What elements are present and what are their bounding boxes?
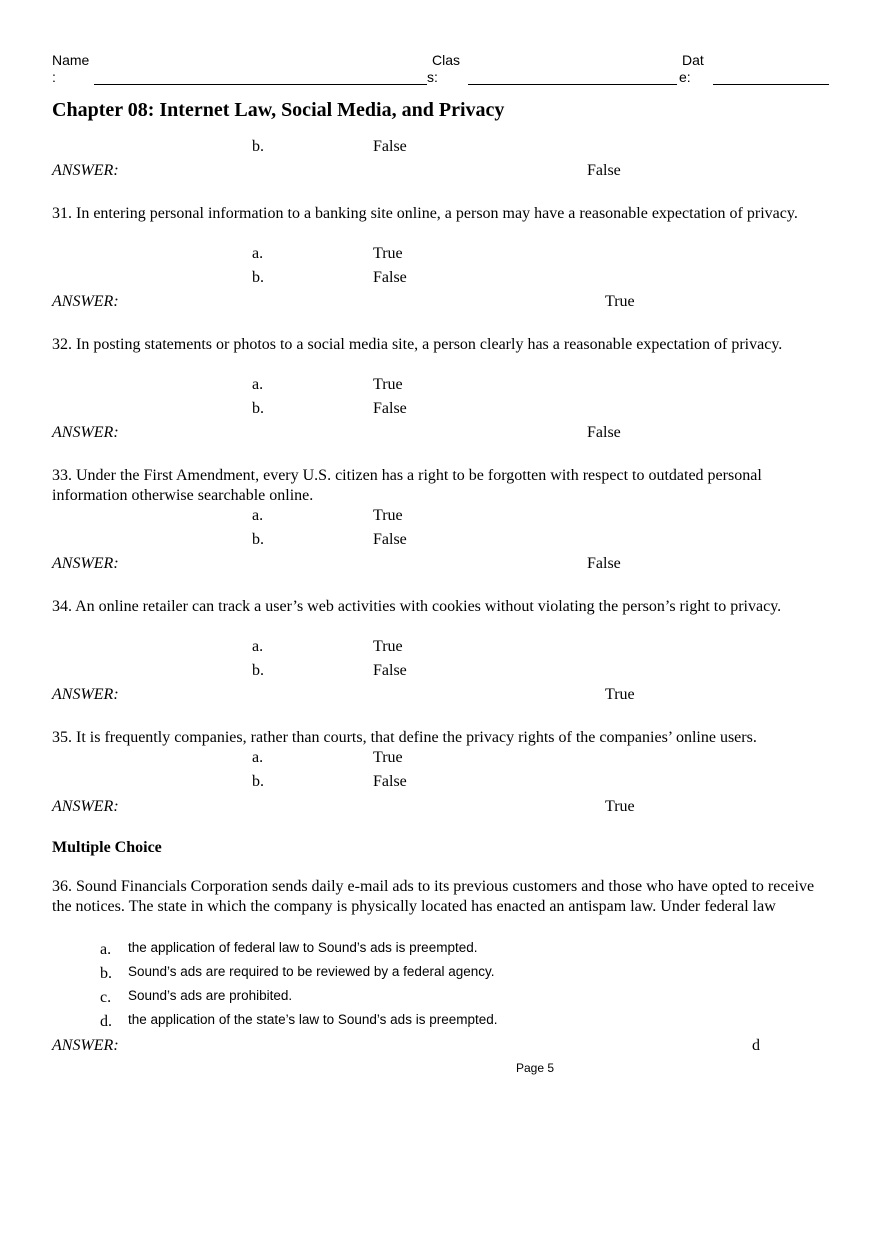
date-field-line[interactable] <box>713 84 829 85</box>
q36-text: 36. Sound Financials Corporation sends daily e-mail ads to its previous customers and those who have opted to receive the notices. The state in which the company is physically located has enacted an antispam law. Under federal law <box>52 878 815 915</box>
q32-option-a-text: True <box>373 376 403 393</box>
q36-option-c-letter: c. <box>100 989 112 1006</box>
q34-answer-label: ANSWER: <box>52 686 119 703</box>
q31-option-a-text: True <box>373 245 403 262</box>
class-label: Clas <box>432 52 461 68</box>
q36-option-d-text: the application of the state’s law to Sound’s ads is preempted. <box>128 1012 498 1027</box>
class-label-suffix: s: <box>427 69 438 85</box>
q31-text: 31. In entering personal information to a banking site online, a person may have a reasonable expectation of privacy. <box>52 205 798 222</box>
q35-option-b-text: False <box>373 773 407 790</box>
q35-text: 35. It is frequently companies, rather than courts, that define the privacy rights of the companies’ online users. <box>52 729 757 746</box>
name-label-colon: : <box>52 69 56 85</box>
q36-answer: d <box>752 1037 760 1054</box>
section-heading: Multiple Choice <box>52 839 162 856</box>
q34-option-b-text: False <box>373 662 407 679</box>
q35-option-a-letter: a. <box>252 749 264 766</box>
class-field-line[interactable] <box>468 84 677 85</box>
q34-text: 34. An online retailer can track a user’s web activities with cookies without violating the person’s right to privacy. <box>52 598 782 615</box>
q33-option-a-text: True <box>373 507 403 524</box>
q36-option-a-text: the application of federal law to Sound’s ads is preempted. <box>128 940 478 955</box>
chapter-title: Chapter 08: Internet Law, Social Media, and Privacy <box>52 99 505 121</box>
q30-option-b-letter: b. <box>252 138 264 155</box>
q35-answer: True <box>605 798 635 815</box>
q32-option-b-letter: b. <box>252 400 264 417</box>
q30-option-b-text: False <box>373 138 407 155</box>
q36-answer-label: ANSWER: <box>52 1037 119 1054</box>
q31-option-b-text: False <box>373 269 407 286</box>
q36-option-d-letter: d. <box>100 1013 112 1030</box>
q34-option-b-letter: b. <box>252 662 264 679</box>
q32-option-b-text: False <box>373 400 407 417</box>
date-label-suffix: e: <box>679 69 691 85</box>
q33-option-b-text: False <box>373 531 407 548</box>
q33-option-a-letter: a. <box>252 507 264 524</box>
q31-option-b-letter: b. <box>252 269 264 286</box>
page-number: Page 5 <box>516 1061 555 1075</box>
q31-option-a-letter: a. <box>252 245 264 262</box>
q36-option-b-text: Sound’s ads are required to be reviewed by a federal agency. <box>128 964 495 979</box>
q34-option-a-letter: a. <box>252 638 264 655</box>
q35-option-a-text: True <box>373 749 403 766</box>
q33-text: 33. Under the First Amendment, every U.S. citizen has a right to be forgotten with respect to outdated personal information otherwise searchable online. <box>52 467 762 504</box>
q33-option-b-letter: b. <box>252 531 264 548</box>
q33-answer: False <box>587 555 621 572</box>
q34-answer: True <box>605 686 635 703</box>
q35-answer-label: ANSWER: <box>52 798 119 815</box>
q34-option-a-text: True <box>373 638 403 655</box>
q36-option-c-text: Sound’s ads are prohibited. <box>128 988 293 1003</box>
q32-answer-label: ANSWER: <box>52 424 119 441</box>
q31-answer: True <box>605 293 635 310</box>
q32-option-a-letter: a. <box>252 376 264 393</box>
q31-answer-label: ANSWER: <box>52 293 119 310</box>
date-label: Dat <box>682 52 704 68</box>
q30-answer-label: ANSWER: <box>52 162 119 179</box>
q36-option-b-letter: b. <box>100 965 112 982</box>
q32-text: 32. In posting statements or photos to a social media site, a person clearly has a reasonable expectation of privacy. <box>52 336 783 353</box>
q35-option-b-letter: b. <box>252 773 264 790</box>
q30-answer: False <box>587 162 621 179</box>
q36-option-a-letter: a. <box>100 941 112 958</box>
name-field-line[interactable] <box>94 84 427 85</box>
name-label: Name <box>52 52 90 68</box>
q33-answer-label: ANSWER: <box>52 555 119 572</box>
q32-answer: False <box>587 424 621 441</box>
